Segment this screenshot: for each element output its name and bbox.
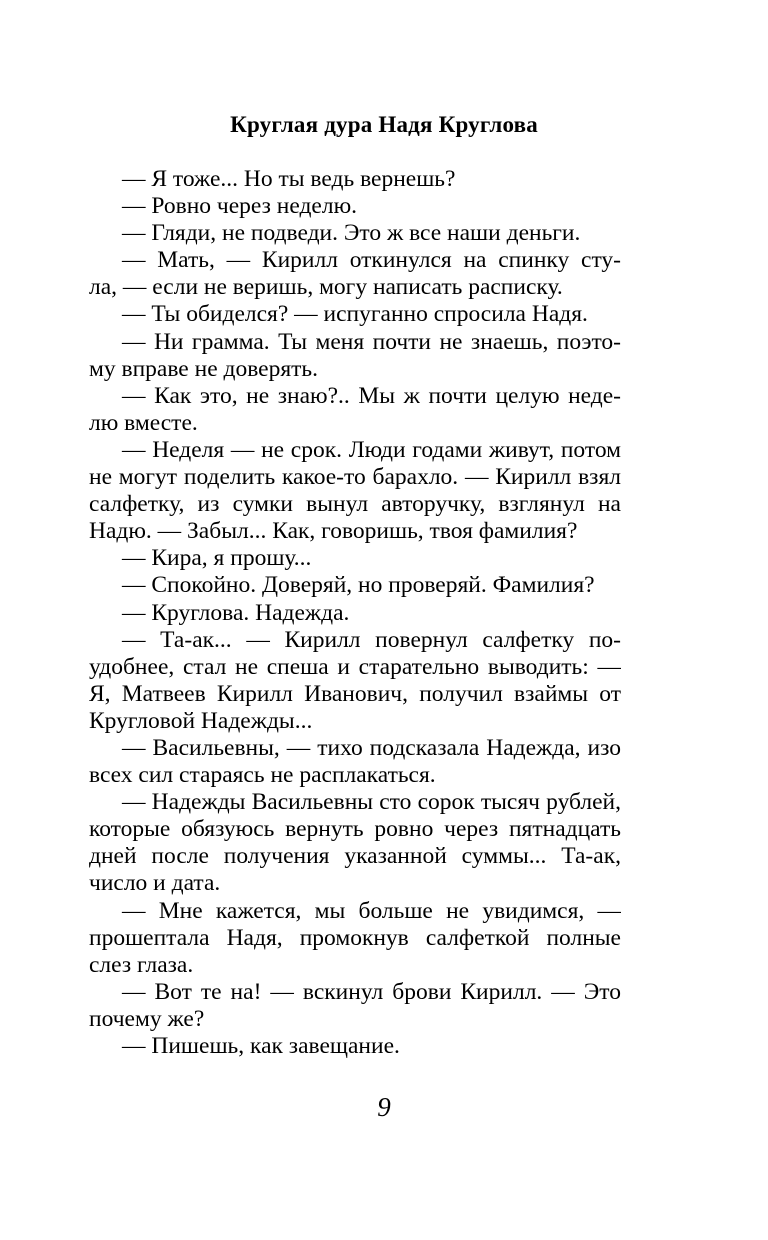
- text-line: лю вместе.: [89, 409, 198, 436]
- page-number: 9: [377, 1092, 391, 1122]
- text-line: — Ни грамма. Ты меня почти не знаешь, поэто-: [122, 328, 621, 355]
- paragraph: [89, 166, 621, 193]
- paragraph: [89, 572, 621, 599]
- paragraph: [89, 1033, 621, 1060]
- paragraph: [89, 789, 621, 897]
- text-line: — Мать, — Кирилл откинулся на спинку сту-: [122, 247, 621, 274]
- paragraph: [89, 220, 621, 247]
- text-line: ла, — если не веришь, могу написать расписку.: [89, 274, 563, 301]
- text-line: — Я тоже... Но ты ведь вернешь?: [122, 166, 456, 192]
- paragraph: [89, 898, 621, 979]
- text-line: которые обязуюсь вернуть ровно через пятнадцать: [89, 816, 621, 843]
- body-text: [89, 166, 621, 1060]
- text-line: — Как это, не знаю?.. Мы ж почти целую неде-: [122, 382, 621, 409]
- text-line: — Круглова. Надежда.: [122, 599, 350, 626]
- text-line: не могут поделить какое-то барахло. — Кирилл взял: [89, 464, 621, 491]
- text-line: — Гляди, не подведи. Это ж все наши деньги.: [122, 220, 581, 247]
- paragraph: [89, 545, 621, 572]
- text-line: Я, Матвеев Кирилл Иванович, получил взаймы от: [89, 680, 621, 707]
- text-line: — Ровно через неделю.: [122, 193, 358, 220]
- text-line: — Ты обиделся? — испуганно спросила Надя.: [122, 301, 588, 328]
- text-line: — Пишешь, как завещание.: [122, 1033, 400, 1059]
- text-line: всех сил стараясь не расплакаться.: [89, 762, 436, 789]
- text-line: му вправе не доверять.: [89, 355, 319, 382]
- text-line: — Вот те на! — вскинул брови Кирилл. — Это: [122, 978, 621, 1005]
- paragraph: [89, 627, 621, 735]
- text-line: слез глаза.: [89, 951, 194, 978]
- text-line: дней после получения указанной суммы... Та-ак,: [89, 843, 621, 870]
- paragraph: [89, 979, 621, 1033]
- text-line: число и дата.: [89, 870, 221, 897]
- text-line: Надю. — Забыл... Как, говоришь, твоя фамилия?: [89, 518, 578, 545]
- paragraph: [89, 247, 621, 301]
- text-line: Кругловой Надежды...: [89, 707, 313, 734]
- paragraph: [89, 329, 621, 383]
- text-line: почему же?: [89, 1005, 205, 1032]
- paragraph: [89, 383, 621, 437]
- paragraph: [89, 193, 621, 220]
- text-line: салфетку, из сумки вынул авторучку, взглянул на: [89, 491, 621, 518]
- running-head: Круглая дура Надя Круглова: [230, 112, 538, 137]
- paragraph: [89, 301, 621, 328]
- text-line: — Васильевны, — тихо подсказала Надежда, изо: [122, 734, 621, 761]
- text-line: — Неделя — не срок. Люди годами живут, потом: [122, 436, 621, 463]
- text-line: — Кира, я прошу...: [122, 545, 312, 572]
- text-line: — Мне кажется, мы больше не увидимся, —: [122, 897, 621, 924]
- text-line: — Та-ак... — Кирилл повернул салфетку по-: [122, 626, 621, 653]
- text-line: — Надежды Васильевны сто сорок тысяч рублей,: [122, 789, 621, 816]
- text-line: прошептала Надя, промокнув салфеткой полные: [89, 924, 621, 951]
- text-line: удобнее, стал не спеша и старательно выводить: —: [89, 653, 621, 680]
- paragraph: [89, 735, 621, 789]
- text-line: — Спокойно. Доверяй, но проверяй. Фамилия?: [122, 572, 595, 599]
- paragraph: [89, 437, 621, 545]
- paragraph: [89, 600, 621, 627]
